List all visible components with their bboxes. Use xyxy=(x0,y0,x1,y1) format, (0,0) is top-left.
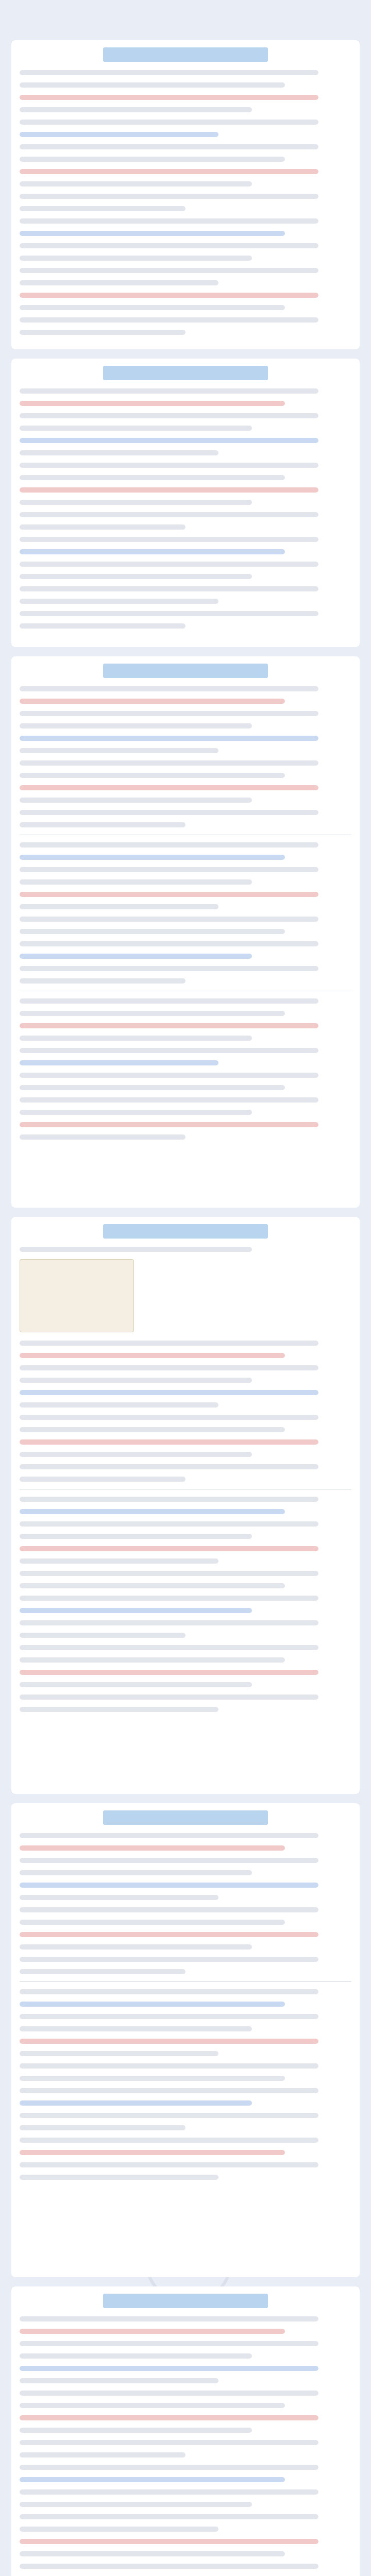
text-placeholder xyxy=(20,2551,285,2556)
text-placeholder xyxy=(20,132,218,137)
text-placeholder xyxy=(20,1452,252,1457)
text-placeholder xyxy=(20,810,318,815)
text-placeholder xyxy=(20,194,318,199)
text-placeholder xyxy=(20,1378,252,1383)
section-title xyxy=(103,1810,268,1825)
text-placeholder xyxy=(20,2329,285,2334)
text-placeholder xyxy=(20,686,318,691)
text-placeholder xyxy=(20,1341,318,1346)
text-placeholder xyxy=(20,1571,318,1576)
text-placeholder xyxy=(20,574,252,579)
text-placeholder xyxy=(20,1464,318,1469)
text-placeholder xyxy=(20,711,318,716)
text-placeholder xyxy=(20,1023,318,1028)
text-placeholder xyxy=(20,2465,318,2470)
text-placeholder xyxy=(20,1870,252,1875)
text-placeholder xyxy=(20,1694,318,1700)
text-placeholder xyxy=(20,2150,285,2155)
text-placeholder xyxy=(20,748,218,753)
text-placeholder xyxy=(20,2125,185,2130)
text-placeholder xyxy=(20,1497,318,1502)
text-placeholder xyxy=(20,1682,252,1687)
text-placeholder xyxy=(20,1521,318,1527)
text-placeholder xyxy=(20,1932,318,1937)
text-placeholder xyxy=(20,512,318,517)
text-placeholder xyxy=(20,798,252,803)
text-placeholder xyxy=(20,978,185,984)
text-placeholder xyxy=(20,2403,285,2408)
text-placeholder xyxy=(20,1558,218,1564)
text-placeholder xyxy=(20,941,318,946)
text-placeholder xyxy=(20,1477,185,1482)
text-placeholder xyxy=(20,611,318,616)
text-placeholder xyxy=(20,2100,252,2106)
section-card xyxy=(11,656,360,1208)
text-placeholder xyxy=(20,305,285,310)
text-placeholder xyxy=(20,2378,218,2383)
text-placeholder xyxy=(20,1620,318,1625)
text-placeholder xyxy=(20,1427,285,1432)
section-title xyxy=(103,664,268,678)
text-placeholder xyxy=(20,2452,185,2458)
text-placeholder xyxy=(20,842,318,848)
text-placeholder xyxy=(20,388,318,394)
text-placeholder xyxy=(20,524,185,530)
section-card xyxy=(11,1803,360,2277)
text-placeholder xyxy=(20,623,185,629)
text-placeholder xyxy=(20,1895,218,1900)
text-placeholder xyxy=(20,1060,218,1065)
text-placeholder xyxy=(20,2341,318,2346)
text-placeholder xyxy=(20,1583,285,1588)
text-placeholder xyxy=(20,1122,318,1127)
text-placeholder xyxy=(20,1883,318,1888)
text-placeholder xyxy=(20,1833,318,1838)
text-placeholder xyxy=(20,475,285,480)
text-placeholder xyxy=(20,1920,285,1925)
text-placeholder xyxy=(20,879,252,885)
text-placeholder xyxy=(20,1608,252,1613)
text-placeholder xyxy=(20,2366,318,2371)
text-placeholder xyxy=(20,954,252,959)
text-placeholder xyxy=(20,463,318,468)
text-placeholder xyxy=(20,2564,318,2569)
text-placeholder xyxy=(20,1011,285,1016)
text-placeholder xyxy=(20,1073,318,1078)
text-placeholder xyxy=(20,231,285,236)
text-placeholder xyxy=(20,1402,218,1408)
text-placeholder xyxy=(20,2440,318,2445)
text-placeholder xyxy=(20,1390,318,1395)
text-placeholder xyxy=(20,256,252,261)
text-placeholder xyxy=(20,293,318,298)
text-placeholder xyxy=(20,1134,185,1140)
text-placeholder xyxy=(20,2175,218,2180)
text-placeholder xyxy=(20,892,318,897)
section-title xyxy=(103,1224,268,1239)
text-placeholder xyxy=(20,2539,318,2544)
text-placeholder xyxy=(20,1439,318,1445)
text-placeholder xyxy=(20,699,285,704)
text-placeholder xyxy=(20,1247,252,1252)
text-placeholder xyxy=(20,243,318,248)
text-placeholder xyxy=(20,2063,318,2069)
map-illustration xyxy=(20,1259,134,1332)
text-placeholder xyxy=(20,2502,252,2507)
text-placeholder xyxy=(20,2088,318,2093)
text-placeholder xyxy=(20,426,252,431)
text-placeholder xyxy=(20,1845,285,1851)
text-placeholder xyxy=(20,549,285,554)
text-placeholder xyxy=(20,2051,218,2056)
text-placeholder xyxy=(20,401,285,406)
text-placeholder xyxy=(20,855,285,860)
text-placeholder xyxy=(20,723,252,728)
text-placeholder xyxy=(20,966,318,971)
text-placeholder xyxy=(20,1048,318,1053)
text-placeholder xyxy=(20,2002,285,2007)
text-placeholder xyxy=(20,1534,252,1539)
text-placeholder xyxy=(20,2489,318,2495)
text-placeholder xyxy=(20,1907,318,1912)
section-title xyxy=(103,47,268,62)
text-placeholder xyxy=(20,1546,318,1551)
text-placeholder xyxy=(20,1989,318,1994)
text-placeholder xyxy=(20,822,185,827)
text-placeholder xyxy=(20,867,318,872)
text-placeholder xyxy=(20,904,218,909)
text-placeholder xyxy=(20,206,185,211)
text-placeholder xyxy=(20,2113,318,2118)
text-placeholder xyxy=(20,586,318,591)
text-placeholder xyxy=(20,1944,252,1950)
text-placeholder xyxy=(20,413,318,418)
text-placeholder xyxy=(20,280,218,285)
text-placeholder xyxy=(20,268,318,273)
text-placeholder xyxy=(20,1657,285,1663)
text-placeholder xyxy=(20,2138,318,2143)
text-placeholder xyxy=(20,438,318,443)
text-placeholder xyxy=(20,82,285,88)
text-placeholder xyxy=(20,157,285,162)
text-placeholder xyxy=(20,599,218,604)
text-placeholder xyxy=(20,1645,318,1650)
text-placeholder xyxy=(20,330,185,335)
text-placeholder xyxy=(20,95,318,100)
text-placeholder xyxy=(20,929,285,934)
text-placeholder xyxy=(20,2026,252,2031)
text-placeholder xyxy=(20,1596,318,1601)
text-placeholder xyxy=(20,917,318,922)
divider xyxy=(20,1981,351,1982)
text-placeholder xyxy=(20,1858,318,1863)
text-placeholder xyxy=(20,2316,318,2321)
text-placeholder xyxy=(20,218,318,224)
text-placeholder xyxy=(20,2076,285,2081)
text-placeholder xyxy=(20,1085,285,1090)
section-title xyxy=(103,366,268,380)
section-card xyxy=(11,40,360,349)
text-placeholder xyxy=(20,317,318,323)
text-placeholder xyxy=(20,181,252,187)
text-placeholder xyxy=(20,2477,285,2482)
text-placeholder xyxy=(20,1365,318,1370)
text-placeholder xyxy=(20,2527,218,2532)
text-placeholder xyxy=(20,2514,318,2519)
text-placeholder xyxy=(20,2353,252,2359)
text-placeholder xyxy=(20,2391,318,2396)
text-placeholder xyxy=(20,1097,318,1103)
page-title xyxy=(11,12,360,33)
section-card xyxy=(11,2286,360,2576)
text-placeholder xyxy=(20,2014,318,2019)
text-placeholder xyxy=(20,1509,285,1514)
text-placeholder xyxy=(20,1670,318,1675)
text-placeholder xyxy=(20,120,318,125)
text-placeholder xyxy=(20,998,318,1004)
text-placeholder xyxy=(20,169,318,174)
text-placeholder xyxy=(20,562,318,567)
text-placeholder xyxy=(20,1415,318,1420)
text-placeholder xyxy=(20,144,318,149)
text-placeholder xyxy=(20,736,318,741)
text-placeholder xyxy=(20,773,285,778)
text-placeholder xyxy=(20,2162,318,2167)
text-placeholder xyxy=(20,537,318,542)
text-placeholder xyxy=(20,500,252,505)
text-placeholder xyxy=(20,1110,252,1115)
text-placeholder xyxy=(20,2039,318,2044)
text-placeholder xyxy=(20,1633,185,1638)
text-placeholder xyxy=(20,2415,318,2420)
text-placeholder xyxy=(20,1353,285,1358)
text-placeholder xyxy=(20,1707,218,1712)
section-title xyxy=(103,2294,268,2308)
text-placeholder xyxy=(20,70,318,75)
text-placeholder xyxy=(20,1957,318,1962)
text-placeholder xyxy=(20,2428,252,2433)
text-placeholder xyxy=(20,107,252,112)
text-placeholder xyxy=(20,487,318,493)
text-placeholder xyxy=(20,1036,252,1041)
section-card xyxy=(11,1217,360,1794)
text-placeholder xyxy=(20,1969,185,1974)
text-placeholder xyxy=(20,450,218,455)
section-card xyxy=(11,359,360,647)
text-placeholder xyxy=(20,785,318,790)
text-placeholder xyxy=(20,760,318,766)
